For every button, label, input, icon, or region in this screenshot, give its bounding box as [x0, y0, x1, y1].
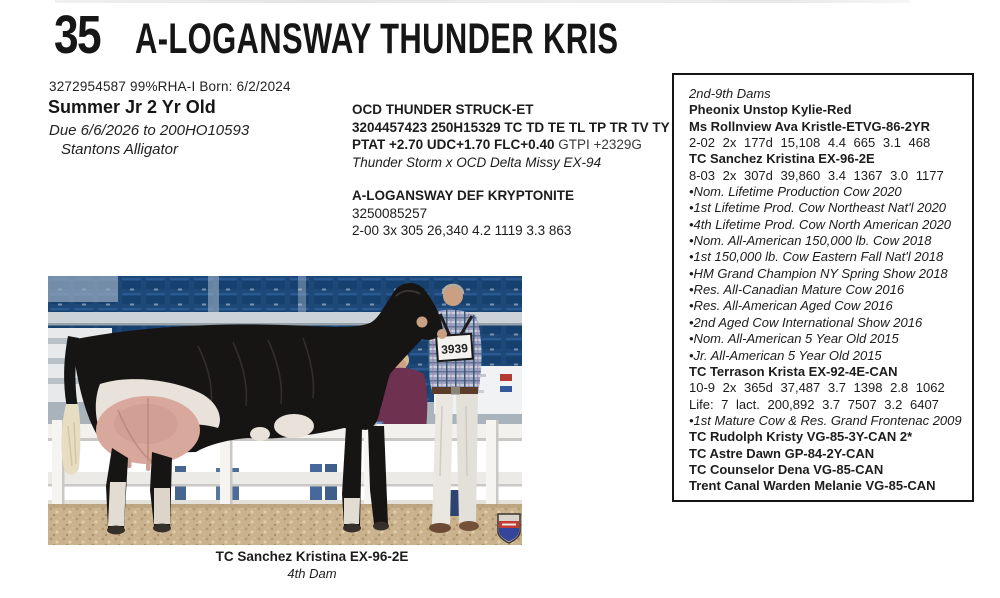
photo-caption-sub: 4th Dam [287, 566, 337, 581]
spacer [352, 171, 670, 187]
photographer-logo [498, 514, 520, 543]
dams-line: 10-9 2x 365d 37,487 3.7 1398 2.8 1062 [689, 380, 945, 396]
dams-line: •HM Grand Champion NY Spring Show 2018 [689, 265, 948, 281]
sire-type-proof: PTAT +2.70 UDC+1.70 FLC+0.40 [352, 137, 555, 152]
dam-registration: 3250085257 [352, 205, 428, 221]
dams-line: Life: 7 lact. 200,892 3.7 7507 3.2 6407 [689, 396, 939, 412]
exhibitor-number: 3939 [440, 341, 469, 357]
dams-line: •Nom. All-American 5 Year Old 2015 [689, 331, 899, 347]
dams-list [689, 102, 966, 494]
dams-line: •1st 150,000 lb. Cow Eastern Fall Nat'l 2018 [689, 249, 944, 265]
dams-line: •1st Lifetime Prod. Cow Northeast Nat'l 2020 [689, 200, 947, 216]
animal-status: Summer Jr 2 Yr Old [48, 97, 216, 117]
dams-line: TC Rudolph Kristy VG-85-3Y-CAN 2* [689, 429, 913, 445]
cow-show-photo [48, 276, 522, 545]
lot-number: 35 [54, 5, 100, 65]
dam-name: A-LOGANSWAY DEF KRYPTONITE [352, 188, 575, 203]
dams-line: TC Counselor Dena VG-85-CAN [689, 461, 884, 477]
registration-line: 3272954587 99%RHA-I Born: 6/2/2024 [49, 79, 291, 94]
photo-caption-name: TC Sanchez Kristina EX-96-2E [215, 549, 409, 564]
service-sire: Stantons Alligator [61, 141, 179, 158]
dams-line: TC Terrason Krista EX-92-4E-CAN [689, 363, 898, 379]
dams-line: Trent Canal Warden Melanie VG-85-CAN [689, 478, 936, 494]
pedigree-block [352, 101, 670, 240]
dams-box-heading: 2nd-9th Dams [689, 86, 771, 101]
dams-box [672, 73, 974, 502]
dams-line: TC Sanchez Kristina EX-96-2E [689, 151, 875, 167]
dams-line: 8-03 2x 307d 39,860 3.4 1367 3.0 1177 [689, 167, 944, 183]
dam-record: 2-00 3x 305 26,340 4.2 1119 3.3 863 [352, 223, 572, 238]
dams-line: •4th Lifetime Prod. Cow North American 2020 [689, 216, 952, 232]
scan-artifact [55, 0, 910, 3]
dams-line: •Nom. Lifetime Production Cow 2020 [689, 184, 902, 200]
dams-line: Pheonix Unstop Kylie-Red [689, 102, 852, 118]
dams-line: •Res. All-American Aged Cow 2016 [689, 298, 893, 314]
dams-line: •1st Mature Cow & Res. Grand Frontenac 2009 [689, 412, 962, 428]
sire-cross: Thunder Storm x OCD Delta Missy EX-94 [352, 154, 602, 170]
dams-line: •Res. All-Canadian Mature Cow 2016 [689, 282, 905, 298]
sire-proof-line [352, 136, 670, 154]
dams-line: •Jr. All-American 5 Year Old 2015 [689, 347, 882, 363]
dams-line: 2-02 2x 177d 15,108 4.4 665 3.1 468 [689, 135, 931, 151]
sire-gtpi: GTPI +2329G [554, 137, 642, 152]
dams-line: TC Astre Dawn GP-84-2Y-CAN [689, 445, 875, 461]
cow-photo-illustration [48, 276, 522, 545]
page-title: A-LOGANSWAY THUNDER KRIS [135, 15, 619, 63]
due-date-line: Due 6/6/2026 to 200HO10593 [49, 122, 250, 139]
sire-name: OCD THUNDER STRUCK-ET [352, 102, 534, 117]
dams-line: •2nd Aged Cow International Show 2016 [689, 314, 923, 330]
sire-registration: 3204457423 250H15329 TC TD TE TL TP TR TV TY [352, 119, 670, 135]
dams-line: Ms Rollnview Ava Kristle-ETVG-86-2YR [689, 118, 931, 134]
dams-line: •Nom. All-American 150,000 lb. Cow 2018 [689, 233, 932, 249]
